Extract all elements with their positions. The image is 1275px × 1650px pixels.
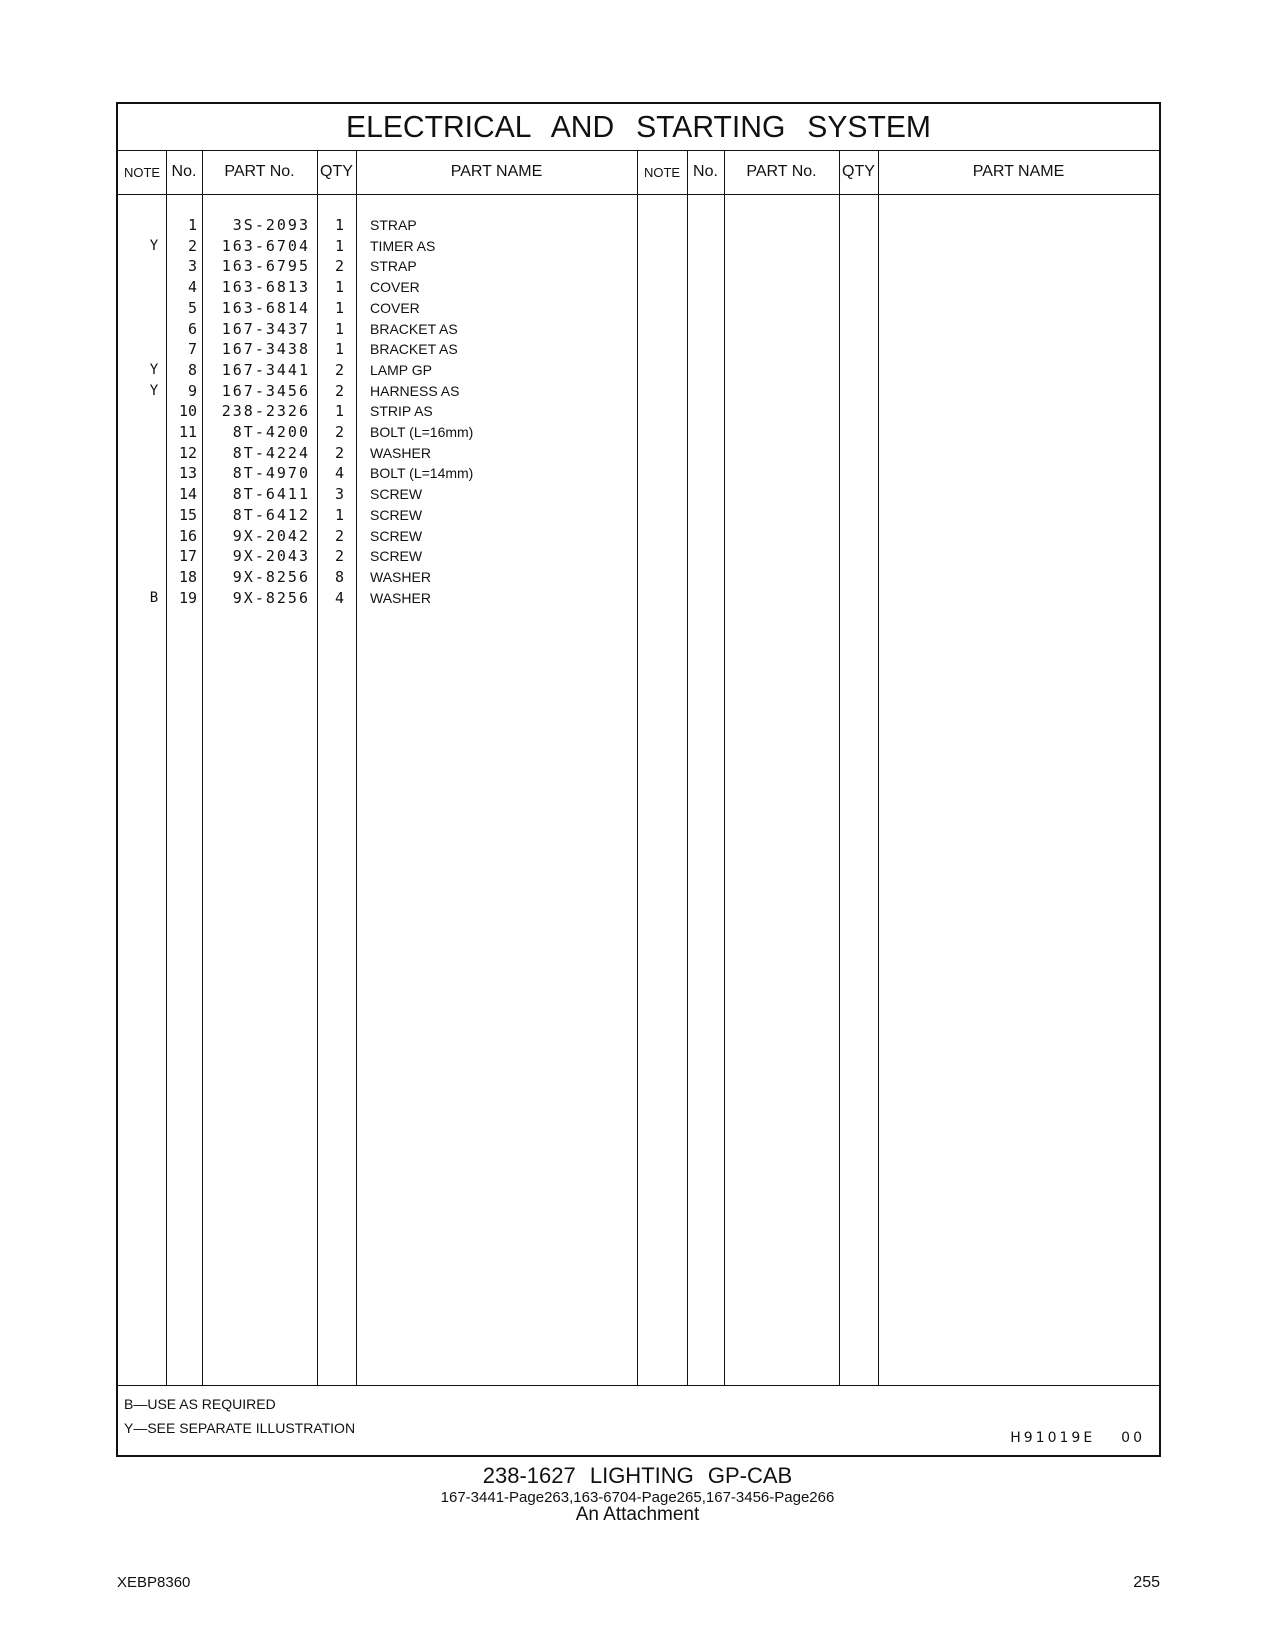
table-row [118,587,1159,609]
row-part-number: 9X-2043 [232,547,310,566]
row-quantity: 4 [334,588,344,607]
row-quantity: 2 [334,381,344,400]
table-row [118,255,1159,277]
row-quantity: 2 [334,547,344,566]
row-part-number: 163-6704 [221,236,310,255]
row-part-name: BRACKET AS [370,320,458,337]
table-row [118,235,1159,257]
row-note [148,255,160,277]
row-part-name: SCREW [370,506,423,523]
row-note [148,566,160,588]
row-item-number: 10 [178,402,197,421]
row-part-number: 167-3438 [221,340,310,359]
table-row [118,421,1159,443]
row-part-name: HARNESS AS [370,382,460,399]
header-no-left: No. [171,163,197,180]
row-item-number: 15 [178,505,197,524]
row-quantity: 1 [334,278,344,297]
table-row [118,276,1159,298]
header-part-name-left: PART NAME [450,163,543,180]
table-row [118,442,1159,464]
row-part-number: 163-6814 [221,298,310,317]
header-no-right: No. [693,163,718,180]
row-part-name: STRAP [370,217,417,233]
row-item-number: 14 [178,485,197,504]
table-row [118,525,1159,547]
row-part-name: TIMER AS [370,237,436,254]
header-part-no-right: PART No. [746,163,817,180]
row-part-number: 8T-4224 [232,443,310,462]
row-note [148,276,160,298]
row-quantity: 2 [334,526,344,545]
row-part-number: 8T-4970 [232,464,310,483]
row-part-name: WASHER [370,589,431,606]
table-row [118,545,1159,567]
row-part-name: COVER [370,299,420,316]
row-quantity: 1 [334,216,344,234]
row-item-number: 16 [178,526,197,545]
row-item-number: 13 [178,464,197,483]
header-part-no-left: PART No. [224,163,295,180]
row-note [148,545,160,567]
row-item-number: 5 [187,298,197,317]
table-row [118,462,1159,484]
row-part-number: 9X-8256 [232,588,310,607]
row-part-name: WASHER [370,444,431,461]
row-quantity: 1 [334,340,344,359]
page-number: 255 [1133,1574,1160,1591]
illustration-code-rev: 00 [1121,1430,1145,1446]
row-note [148,483,160,505]
row-note [148,525,160,547]
row-note [148,462,160,484]
row-part-name: SCREW [370,548,423,565]
table-row [118,297,1159,319]
title-bar [118,104,1159,151]
row-part-name: LAMP GP [370,361,432,378]
row-part-name: STRIP AS [370,403,433,420]
header-note-right: NOTE [643,164,681,180]
row-item-number: 8 [187,360,197,379]
row-note: Y [149,382,159,399]
row-part-name: STRAP [370,258,417,275]
row-quantity: 2 [334,257,344,276]
row-quantity: 1 [334,298,344,317]
header-part-name-right: PART NAME [972,163,1065,180]
row-part-name: COVER [370,279,420,296]
table-row [118,566,1159,588]
row-part-name: SCREW [370,486,423,503]
row-quantity: 1 [334,319,344,338]
illustration-code-id: H91019E [1010,1430,1096,1446]
legend [124,1392,355,1440]
row-part-number: 9X-2042 [232,526,310,545]
row-quantity: 1 [334,236,344,255]
table-row [118,338,1159,360]
row-part-number: 9X-8256 [232,567,310,586]
row-quantity: 1 [334,505,344,524]
row-part-number: 8T-6412 [232,505,310,524]
row-item-number: 18 [178,567,197,586]
page-references: 167-3441-Page263,163-6704-Page265,167-3456-Page266 [440,1489,835,1506]
row-item-number: 9 [187,381,197,400]
header-qty-left: QTY [320,163,353,180]
row-item-number: 17 [178,547,197,566]
row-part-name: WASHER [370,568,431,585]
row-part-number: 163-6813 [221,278,310,297]
row-note: B [149,589,159,606]
row-quantity: 2 [334,423,344,441]
row-note [148,504,160,526]
row-item-number: 7 [187,340,197,359]
row-note [148,421,160,443]
row-note [148,214,160,236]
row-quantity: 4 [334,464,344,483]
row-part-number: 8T-6411 [232,485,310,504]
row-part-number: 3S-2093 [232,216,310,234]
row-part-number: 238-2326 [221,402,310,421]
row-note [148,297,160,319]
row-note: Y [149,237,159,254]
row-item-number: 6 [187,319,197,338]
row-note: Y [149,361,159,378]
row-part-number: 167-3441 [221,360,310,379]
illustration-code [1010,1430,1145,1446]
row-part-name: SCREW [370,527,423,544]
parts-table [116,102,1161,1457]
row-quantity: 2 [334,360,344,379]
row-note [148,318,160,340]
row-part-name: BRACKET AS [370,341,458,358]
row-part-name: BOLT (L=14mm) [370,465,474,482]
header-qty-right: QTY [842,163,875,180]
row-item-number: 1 [187,216,197,234]
row-note [148,442,160,464]
row-item-number: 4 [187,278,197,297]
row-part-number: 167-3437 [221,319,310,338]
row-note [148,338,160,360]
legend-item-y: Y—SEE SEPARATE ILLUSTRATION [124,1420,356,1436]
table-row [118,400,1159,422]
row-part-number: 8T-4200 [232,423,310,441]
section-title: ELECTRICAL AND STARTING SYSTEM [346,109,931,144]
row-quantity: 8 [334,567,344,586]
row-part-number: 163-6795 [221,257,310,276]
row-item-number: 12 [178,443,197,462]
header-note-left: NOTE [123,164,161,180]
row-item-number: 11 [178,423,197,441]
row-quantity: 2 [334,443,344,462]
row-item-number: 19 [178,588,197,607]
row-part-name: BOLT (L=16mm) [370,424,474,440]
column-header-row [118,150,1159,195]
document-number: XEBP8360 [117,1574,191,1591]
table-row [118,380,1159,402]
row-item-number: 2 [187,236,197,255]
table-row [118,214,1159,236]
attachment-note: An Attachment [575,1504,700,1525]
table-row [118,483,1159,505]
table-row [118,318,1159,340]
table-row [118,359,1159,381]
row-quantity: 1 [334,402,344,421]
group-caption: 238-1627 LIGHTING GP-CAB [482,1463,793,1488]
legend-item-b: B—USE AS REQUIRED [124,1396,276,1412]
table-row [118,504,1159,526]
row-note [148,400,160,422]
row-part-number: 167-3456 [221,381,310,400]
row-quantity: 3 [334,485,344,504]
row-item-number: 3 [187,257,197,276]
legend-divider [118,1385,1159,1386]
